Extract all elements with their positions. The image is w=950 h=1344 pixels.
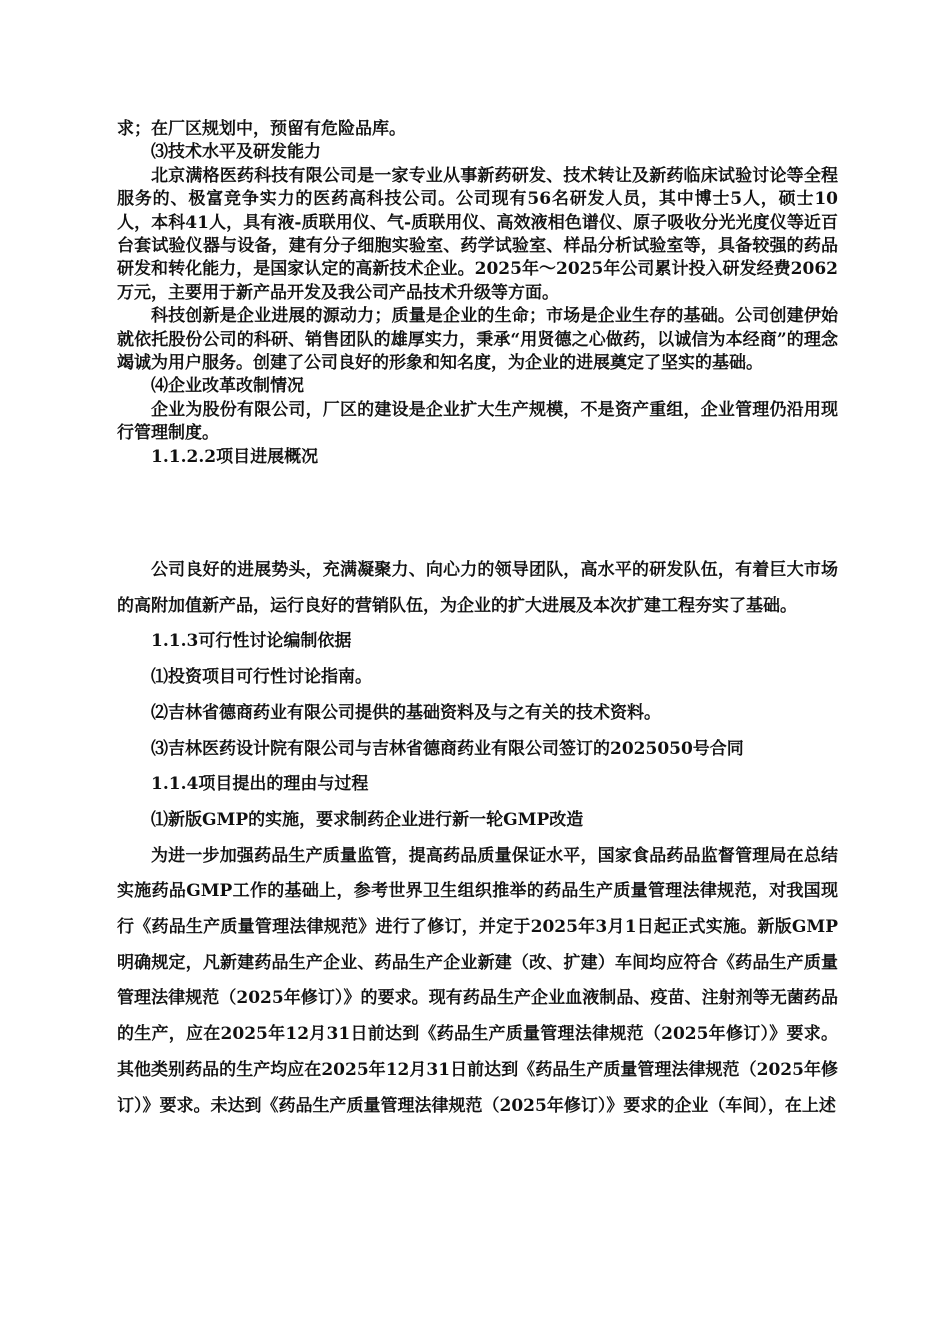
heading-gmp: ⑴新版GMP的实施，要求制药企业进行新一轮GMP改造: [151, 809, 584, 830]
document-section-bottom: [117, 553, 838, 1124]
heading-tech-level: ⑶技术水平及研发能力: [151, 142, 321, 163]
paragraph-company-profile: 北京满格医药科技有限公司是一家专业从事新药研发、技术转让及新药临床试验讨论等全程服务的、极富竞争实力的医药高科技公司。公司现有56名研发人员，其中博士5人，硕士10人，本科41人，具有液-质联用仪、气-质联用仪、高效液相色谱仪、原子吸收分光光度仪等近百台套试验仪器与设备，建有分子细胞实验室、药学试验室、样品分析试验室等，具备较强的药品研发和转化能力，是国家认定的高新技术企业。2025年～2025年公司累计投入研发经费2062万元，主要用于新产品开发及我公司产品技术升级等方面。: [117, 165, 838, 303]
heading-feasibility-basis: 1.1.3可行性讨论编制依据: [151, 631, 352, 652]
paragraph-innovation: 科技创新是企业进展的源动力；质量是企业的生命；市场是企业生存的基础。公司创建伊始就依托股份公司的科研、销售团队的雄厚实力，秉承“用贤德之心做药，以诚信为本经商”的理念竭诚为用户服务。创建了公司良好的形象和知名度，为企业的进展奠定了坚实的基础。: [117, 306, 838, 374]
list-item-basis-1: ⑴投资项目可行性讨论指南。: [151, 667, 372, 688]
list-item-basis-2: ⑵吉林省德商药业有限公司提供的基础资料及与之有关的技术资料。: [151, 702, 661, 723]
list-item-basis-3: ⑶吉林医药设计院有限公司与吉林省德商药业有限公司签订的2025050号合同: [151, 738, 744, 759]
paragraph-gmp: 为进一步加强药品生产质量监管，提高药品质量保证水平，国家食品药品监督管理局在总结实施药品GMP工作的基础上，参考世界卫生组织推举的药品生产质量管理法律规范，对我国现行《药品生产质量管理法律规范》进行了修订，并定于2025年3月1日起正式实施。新版GMP明确规定，凡新建药品生产企业、药品生产企业新建（改、扩建）车间均应符合《药品生产质量管理法律规范（2025年修订）》的要求。现有药品生产企业血液制品、疫苗、注射剂等无菌药品的生产，应在2025年12月31日前达到《药品生产质量管理法律规范（2025年修订）》要求。其他类别药品的生产均应在2025年12月31日前达到《药品生产质量管理法律规范（2025年修订）》要求。未达到《药品生产质量管理法律规范（2025年修订）》要求的企业（车间），在上述: [117, 845, 838, 1116]
heading-project-progress: 1.1.2.2项目进展概况: [151, 446, 319, 467]
heading-project-reasons: 1.1.4项目提出的理由与过程: [151, 774, 369, 795]
paragraph-reform: 企业为股份有限公司，厂区的建设是企业扩大生产规模，不是资产重组，企业管理仍沿用现行管理制度。: [117, 399, 838, 444]
document-section-top: [117, 118, 838, 469]
heading-reform: ⑷企业改革改制情况: [151, 376, 304, 397]
paragraph-continuation: 求；在厂区规划中，预留有危险品库。: [117, 119, 406, 139]
paragraph-progress: 公司良好的进展势头，充满凝聚力、向心力的领导团队，高水平的研发队伍，有着巨大市场的高附加值新产品，运行良好的营销队伍，为企业的扩大进展及本次扩建工程夯实了基础。: [117, 560, 838, 616]
